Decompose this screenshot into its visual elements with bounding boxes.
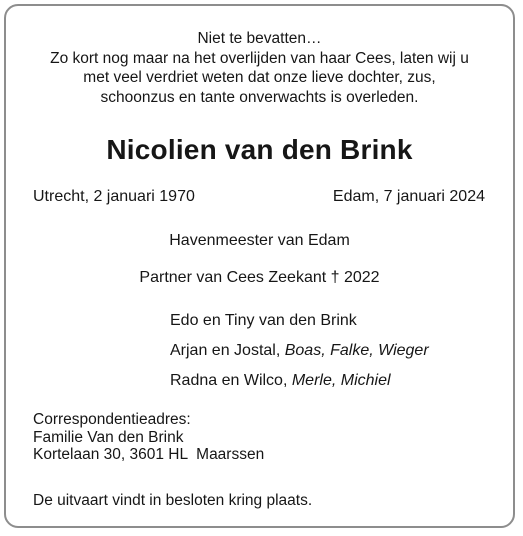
family-line — [170, 336, 429, 366]
family-parents: Arjan en Jostal, — [170, 342, 285, 359]
family-line — [170, 306, 429, 336]
family-children: Boas, Falke, Wieger — [284, 342, 429, 359]
family-line — [170, 366, 429, 396]
family-parents: Edo en Tiny van den Brink — [170, 312, 357, 329]
partner-line: Partner van Cees Zeekant † 2022 — [139, 269, 380, 286]
role-line: Havenmeester van Edam — [169, 232, 350, 249]
deceased-name: Nicolien van den Brink — [106, 134, 413, 165]
death-date: Edam, 7 januari 2024 — [332, 188, 485, 205]
correspondence-label: Correspondentieadres: — [33, 411, 191, 428]
intro-line: Zo kort nog maar na het overlijden van haar Cees, laten wij u — [50, 49, 469, 67]
family-parents: Radna en Wilco, — [170, 372, 292, 389]
correspondence-address — [33, 411, 264, 464]
family-children: Merle, Michiel — [291, 372, 391, 389]
birth-date: Utrecht, 2 januari 1970 — [33, 188, 195, 205]
intro-text — [6, 29, 513, 107]
closing-line: De uitvaart vindt in besloten kring plaats. — [33, 492, 313, 509]
family-list — [170, 306, 429, 396]
intro-line: schoonzus en tante onverwachts is overleden. — [100, 88, 419, 106]
intro-line: met veel verdriet weten dat onze lieve dochter, zus, — [83, 69, 436, 86]
intro-line: Niet te bevatten… — [197, 30, 322, 47]
correspondence-name: Familie Van den Brink — [33, 428, 184, 446]
correspondence-street: Kortelaan 30, 3601 HL Maarssen — [33, 446, 265, 463]
obituary-card — [4, 4, 515, 528]
